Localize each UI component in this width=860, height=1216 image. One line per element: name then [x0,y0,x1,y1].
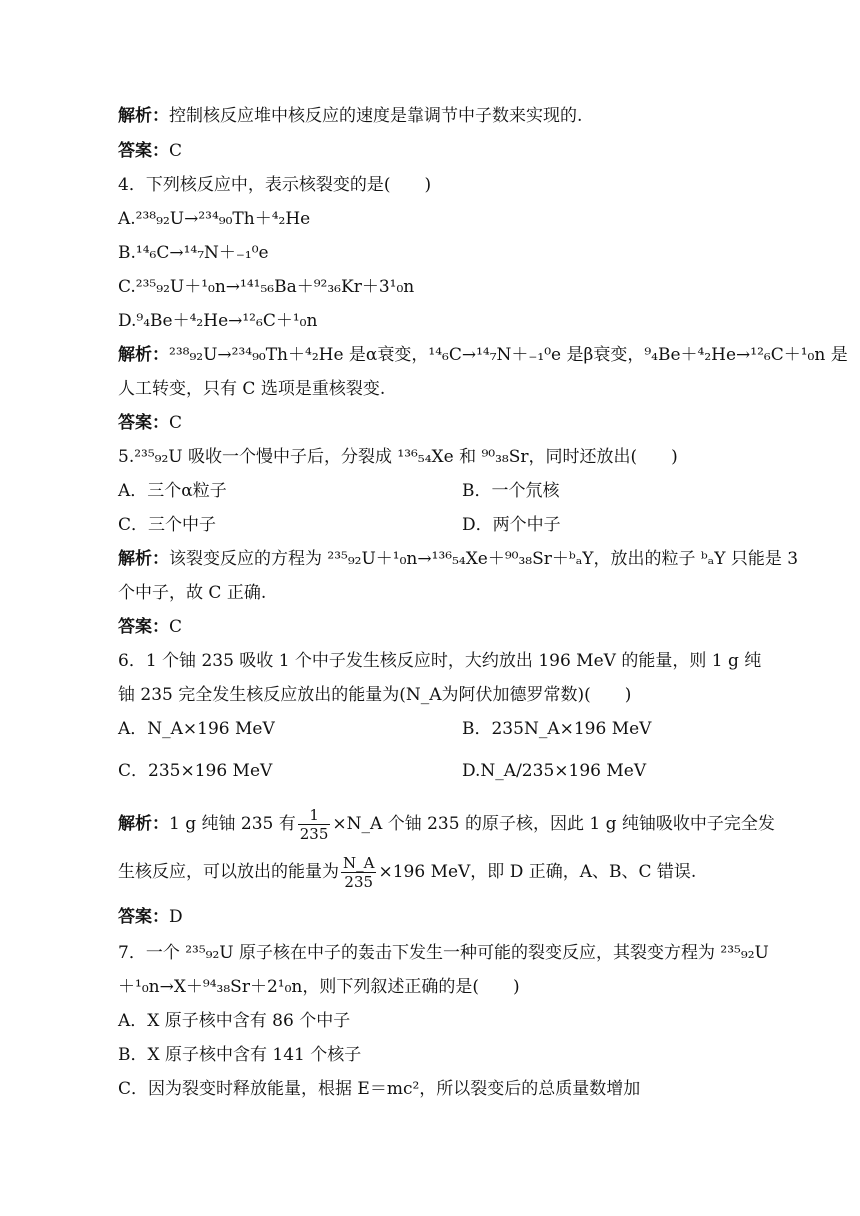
analysis-text: 控制核反应堆中核反应的速度是靠调节中子数来实现的. [169,106,583,126]
q6-stem-line1: 6．1 个铀 235 吸收 1 个中子发生核反应时，大约放出 196 MeV 的能量，则 1 g 纯 [118,651,762,671]
q7-option-c: C．因为裂变时释放能量，根据 E＝mc²，所以裂变后的总质量数增加 [118,1079,641,1099]
fraction-numerator: 1 [298,806,331,825]
answer-label: 答案： [118,413,169,433]
q6-option-a: A．N_A×196 MeV [118,719,275,739]
fraction-na-over-235 [341,854,376,891]
q5-option-b: B．一个氘核 [462,481,560,501]
q7-stem-line2: ＋¹₀n→X＋⁹⁴₃₈Sr＋2¹₀n，则下列叙述正确的是( ) [118,977,520,997]
analysis-label: 解析： [118,814,169,834]
fraction-1-over-235 [298,806,331,843]
q4-option-d: D.⁹₄Be＋⁴₂He→¹²₆C＋¹₀n [118,311,318,331]
answer-label: 答案： [118,617,169,637]
answer-label: 答案： [118,141,169,161]
fraction-numerator: N_A [343,854,375,872]
answer-value: C [169,617,183,637]
analysis-label: 解析： [118,549,169,569]
fraction-denominator: 235 [299,825,329,843]
analysis-text-a: 1 g 纯铀 235 有 [169,814,296,834]
fraction-denominator: 235 [344,873,374,891]
answer-value: C [169,413,183,433]
q3-analysis [118,105,582,127]
q6-stem-line2: 铀 235 完全发生核反应放出的能量为(N_A为阿伏加德罗常数)( ) [118,685,632,705]
analysis-label: 解析： [118,345,169,365]
q5-analysis-line1 [118,548,798,570]
q5-option-a: A．三个α粒子 [118,481,227,501]
q4-option-a: A.²³⁸₉₂U→²³⁴₉₀Th＋⁴₂He [118,209,311,229]
q6-analysis-line2 [118,852,696,892]
q5-option-c: C．三个中子 [118,515,217,535]
analysis-text-a: 生核反应，可以放出的能量为 [118,862,339,882]
answer-value: D [169,907,183,927]
q5-option-d: D．两个中子 [462,515,561,535]
answer-label: 答案： [118,907,169,927]
q4-analysis-line2: 人工转变，只有 C 选项是重核裂变. [118,379,386,399]
q3-answer [118,140,182,162]
q7-stem-line1: 7．一个 ²³⁵₉₂U 原子核在中子的轰击下发生一种可能的裂变反应，其裂变方程为 ²³⁵₉₂U [118,943,769,963]
analysis-text-b: ×N_A 个铀 235 的原子核，因此 1 g 纯铀吸收中子完全发 [332,814,775,834]
q6-option-d: D.N_A/235×196 MeV [462,761,647,781]
q5-stem: 5.²³⁵₉₂U 吸收一个慢中子后，分裂成 ¹³⁶₅₄Xe 和 ⁹⁰₃₈Sr，同时还放出( ) [118,447,678,467]
q4-option-b: B.¹⁴₆C→¹⁴₇N＋₋₁⁰e [118,243,269,263]
q4-option-c: C.²³⁵₉₂U＋¹₀n→¹⁴¹₅₆Ba＋⁹²₃₆Kr＋3¹₀n [118,277,415,297]
q5-answer [118,616,182,638]
q4-analysis-line1 [118,344,848,366]
analysis-text: ²³⁸₉₂U→²³⁴₉₀Th＋⁴₂He 是α衰变，¹⁴₆C→¹⁴₇N＋₋₁⁰e 是β衰变，⁹₄Be＋⁴₂He→¹²₆C＋¹₀n 是 [169,345,848,365]
analysis-label: 解析： [118,106,169,126]
q6-option-c: C．235×196 MeV [118,761,273,781]
q6-answer [118,906,183,928]
analysis-text-b: ×196 MeV，即 D 正确，A、B、C 错误. [378,862,697,882]
analysis-text: 该裂变反应的方程为 ²³⁵₉₂U＋¹₀n→¹³⁶₅₄Xe＋⁹⁰₃₈Sr＋ᵇₐY，放出的粒子 ᵇₐY 只能是 3 [169,549,799,569]
q6-analysis-line1 [118,804,775,844]
q4-stem: 4．下列核反应中，表示核裂变的是( ) [118,175,432,195]
answer-value: C [169,141,183,161]
q5-analysis-line2: 个中子，故 C 正确. [118,583,267,603]
q7-option-b: B．X 原子核中含有 141 个核子 [118,1045,362,1065]
q6-option-b: B．235N_A×196 MeV [462,719,652,739]
q4-answer [118,412,182,434]
q7-option-a: A．X 原子核中含有 86 个中子 [118,1011,351,1031]
